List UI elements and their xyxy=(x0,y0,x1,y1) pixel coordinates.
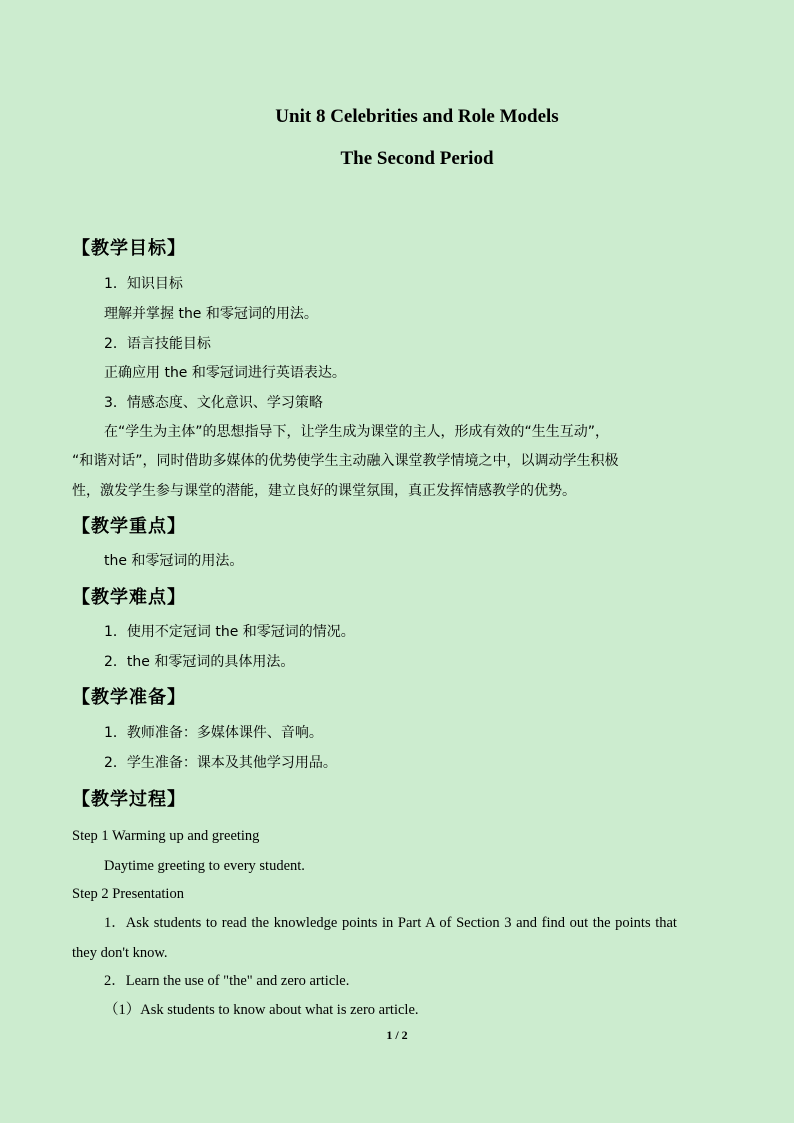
heading-process: 【教学过程】 xyxy=(72,789,186,810)
process-line: Step 1 Warming up and greeting xyxy=(72,828,260,844)
objective-line: 正确应用 the 和零冠词进行英语表达。 xyxy=(104,365,346,381)
process-line: they don't know. xyxy=(72,945,168,961)
objective-line: 1．知识目标 xyxy=(104,276,183,292)
document-title: Unit 8 Celebrities and Role Models xyxy=(275,106,559,127)
heading-difficulties: 【教学难点】 xyxy=(72,587,186,608)
heading-key-points: 【教学重点】 xyxy=(72,516,186,537)
process-line: Step 2 Presentation xyxy=(72,886,184,902)
objective-line: 性，激发学生参与课堂的潜能，建立良好的课堂氛围，真正发挥情感教学的优势。 xyxy=(72,483,576,499)
difficulty-line: 1．使用不定冠词 the 和零冠词的情况。 xyxy=(104,624,355,640)
objective-line: 理解并掌握 the 和零冠词的用法。 xyxy=(104,306,318,322)
objective-line: 2．语言技能目标 xyxy=(104,336,211,352)
process-line: Daytime greeting to every student. xyxy=(104,858,305,874)
process-line: 1．Ask students to read the knowledge points in Part A of Section 3 and find out the points that xyxy=(104,915,677,931)
preparation-line: 2．学生准备：课本及其他学习用品。 xyxy=(104,755,337,771)
difficulty-line: 2．the 和零冠词的具体用法。 xyxy=(104,654,295,670)
heading-objectives: 【教学目标】 xyxy=(72,238,186,259)
objective-line: 在“学生为主体”的思想指导下，让学生成为课堂的主人，形成有效的“生生互动”， xyxy=(104,424,610,440)
key-point-line: the 和零冠词的用法。 xyxy=(104,553,244,569)
document-subtitle: The Second Period xyxy=(340,148,494,169)
heading-preparation: 【教学准备】 xyxy=(72,687,186,708)
process-line: （1）Ask students to know about what is zero article. xyxy=(104,1002,419,1018)
process-line: 2．Learn the use of "the" and zero article. xyxy=(104,973,350,989)
preparation-line: 1．教师准备：多媒体课件、音响。 xyxy=(104,725,323,741)
objective-line: “和谐对话”，同时借助多媒体的优势使学生主动融入课堂教学情境之中，以调动学生积极 xyxy=(72,453,619,469)
objective-line: 3．情感态度、文化意识、学习策略 xyxy=(104,395,323,411)
page-number: 1 / 2 xyxy=(386,1028,408,1042)
